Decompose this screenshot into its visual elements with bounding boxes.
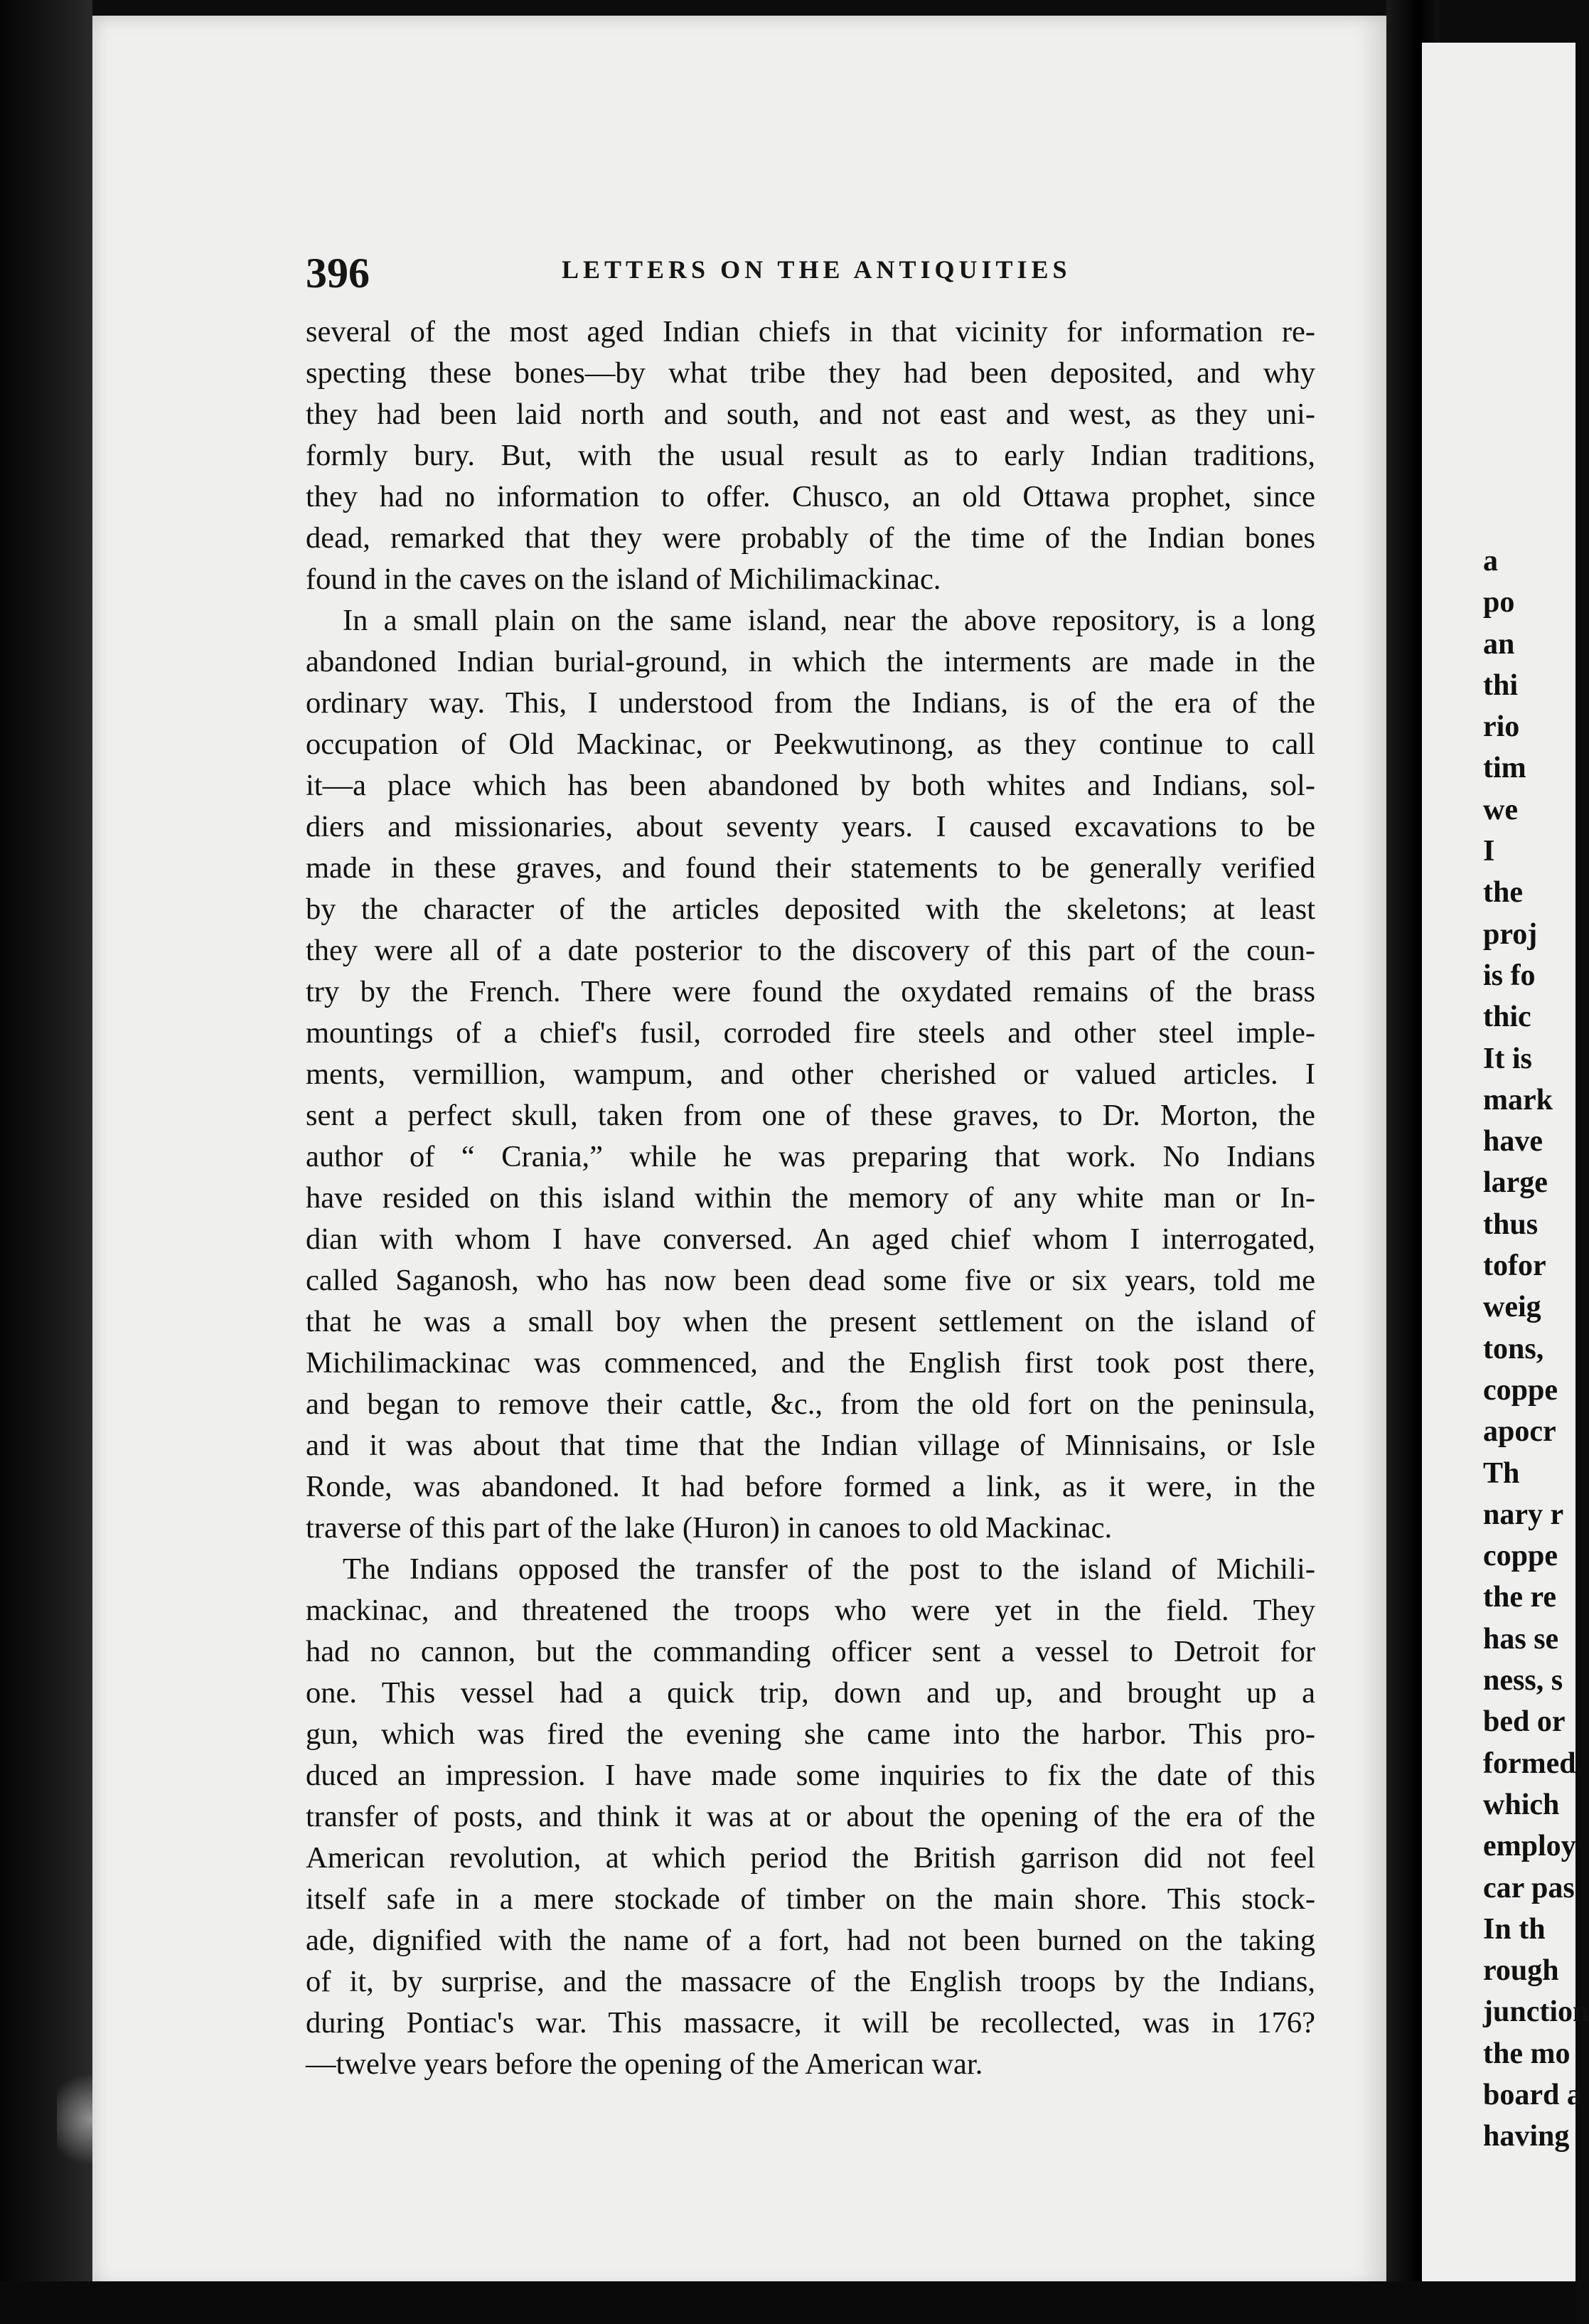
- text-line: duced an impression. I have made some inquiries to fix the date of this: [306, 1759, 1315, 1792]
- fragment-line: ness, s: [1483, 1664, 1563, 1697]
- book-binding-edge: [0, 0, 92, 2324]
- text-line: author of “ Crania,” while he was preparing that work. No Indians: [306, 1140, 1315, 1173]
- fragment-line: tons,: [1483, 1332, 1544, 1365]
- text-line: several of the most aged Indian chiefs in that vicinity for information re-: [306, 315, 1315, 348]
- text-line: abandoned Indian burial-ground, in which the interments are made in the: [306, 645, 1315, 678]
- fragment-line: a: [1483, 545, 1498, 577]
- fragment-line: tofor: [1483, 1249, 1546, 1283]
- fragment-line: large: [1483, 1166, 1548, 1200]
- text-line: and it was about that time that the Indian village of Minnisains, or Isle: [306, 1429, 1315, 1462]
- text-line: diers and missionaries, about seventy years. I caused excavations to be: [306, 810, 1315, 843]
- fragment-line: rough: [1483, 1954, 1559, 1988]
- fragment-line: I: [1483, 835, 1495, 868]
- text-line: Michilimackinac was commenced, and the English first took post there,: [306, 1346, 1315, 1380]
- paragraph-start-line: In a small plain on the same island, near the above repository, is a long: [343, 604, 1315, 637]
- fragment-line: It is: [1483, 1042, 1532, 1075]
- text-line: traverse of this part of the lake (Huron) in canoes to old Mackinac.: [306, 1511, 1113, 1545]
- text-line: formly bury. But, with the usual result as to early Indian traditions,: [306, 439, 1315, 472]
- fragment-line: junction: [1483, 1995, 1589, 2029]
- text-line: ments, vermillion, wampum, and other cherished or valued articles. I: [306, 1057, 1315, 1091]
- text-line: specting these bones—by what tribe they had been deposited, and why: [306, 356, 1315, 390]
- fragment-line: we: [1483, 793, 1518, 826]
- fragment-line: car pas: [1483, 1871, 1575, 1904]
- text-line: —twelve years before the opening of the American war.: [306, 2047, 983, 2081]
- fragment-line: has se: [1483, 1622, 1559, 1656]
- fragment-line: apocr: [1483, 1415, 1556, 1449]
- text-line: sent a perfect skull, taken from one of these graves, to Dr. Morton, the: [306, 1099, 1315, 1132]
- fragment-line: is fo: [1483, 959, 1536, 992]
- text-line: try by the French. There were found the oxydated remains of the brass: [306, 975, 1315, 1008]
- text-line: have resided on this island within the memory of any white man or In-: [306, 1181, 1315, 1215]
- text-line: by the character of the articles deposited with the skeletons; at least: [306, 892, 1315, 926]
- fragment-line: rio: [1483, 710, 1520, 744]
- fragment-line: tim: [1483, 752, 1526, 785]
- bottom-edge-shadow: [0, 2281, 1575, 2324]
- fragment-line: having: [1483, 2120, 1570, 2153]
- fragment-line: nary r: [1483, 1498, 1564, 1531]
- text-line: occupation of Old Mackinac, or Peekwutinong, as they continue to call: [306, 727, 1315, 761]
- text-line: called Saganosh, who has now been dead some five or six years, told me: [306, 1264, 1315, 1297]
- text-line: during Pontiac's war. This massacre, it will be recollected, was in 176?: [306, 2006, 1315, 2040]
- running-head: [306, 249, 1337, 297]
- fragment-line: formed: [1483, 1747, 1576, 1780]
- text-line: it—a place which has been abandoned by both whites and Indians, sol-: [306, 769, 1315, 802]
- next-page-text-fragments: [1483, 540, 1589, 2158]
- fragment-line: proj: [1483, 917, 1538, 951]
- text-line: one. This vessel had a quick trip, down and up, and brought up a: [306, 1676, 1315, 1710]
- fragment-line: weig: [1483, 1291, 1541, 1324]
- fragment-line: which: [1483, 1788, 1560, 1821]
- text-line: Ronde, was abandoned. It had before formed a link, as it were, in the: [306, 1470, 1315, 1503]
- text-line: dead, remarked that they were probably of the time of the Indian bones: [306, 521, 1315, 555]
- fragment-line: the mo: [1483, 2037, 1571, 2070]
- text-line: dian with whom I have conversed. An aged chief whom I interrogated,: [306, 1222, 1315, 1256]
- text-line: of it, by surprise, and the massacre of the English troops by the Indians,: [306, 1965, 1315, 1998]
- fragment-line: coppe: [1483, 1373, 1558, 1407]
- text-line: made in these graves, and found their statements to be generally verified: [306, 851, 1315, 885]
- running-head-title: LETTERS ON THE ANTIQUITIES: [562, 255, 1071, 284]
- text-line: mountings of a chief's fusil, corroded fire steels and other steel imple-: [306, 1016, 1315, 1050]
- fragment-line: po: [1483, 586, 1515, 619]
- fragment-line: employ: [1483, 1830, 1576, 1863]
- text-line: ade, dignified with the name of a fort, had not been burned on the taking: [306, 1924, 1315, 1957]
- fragment-line: an: [1483, 627, 1515, 661]
- fragment-line: the: [1483, 876, 1523, 910]
- text-line: gun, which was fired the evening she came into the harbor. This pro-: [306, 1717, 1315, 1751]
- fragment-line: thic: [1483, 1001, 1531, 1034]
- fragment-line: the re: [1483, 1581, 1557, 1614]
- text-line: they had no information to offer. Chusco, an old Ottawa prophet, since: [306, 480, 1315, 513]
- fragment-line: board a: [1483, 2078, 1582, 2111]
- fragment-line: bed or: [1483, 1705, 1566, 1739]
- body-text: [306, 311, 1315, 2085]
- text-line: had no cannon, but the commanding officer sent a vessel to Detroit for: [306, 1635, 1315, 1668]
- fragment-line: thus: [1483, 1208, 1539, 1241]
- text-line: that he was a small boy when the present settlement on the island of: [306, 1305, 1315, 1338]
- text-line: they were all of a date posterior to the discovery of this part of the coun-: [306, 934, 1315, 967]
- fragment-line: thi: [1483, 668, 1519, 702]
- page-number: 396: [306, 250, 370, 297]
- text-line: found in the caves on the island of Michilimackinac.: [306, 563, 941, 596]
- fragment-line: coppe: [1483, 1540, 1558, 1573]
- text-line: they had been laid north and south, and not east and west, as they uni-: [306, 398, 1315, 431]
- text-line: and began to remove their cattle, &c., from the old fort on the peninsula,: [306, 1387, 1315, 1421]
- fragment-line: have: [1483, 1125, 1543, 1158]
- text-line: mackinac, and threatened the troops who were yet in the field. They: [306, 1594, 1315, 1627]
- fragment-line: Th: [1483, 1456, 1520, 1490]
- paragraph-start-line: The Indians opposed the transfer of the post to the island of Michili-: [343, 1552, 1315, 1586]
- text-line: American revolution, at which period the British garrison did not feel: [306, 1841, 1315, 1875]
- text-line: ordinary way. This, I understood from the Indians, is of the era of the: [306, 686, 1315, 720]
- text-line: itself safe in a mere stockade of timber on the main shore. This stock-: [306, 1882, 1315, 1916]
- fragment-line: mark: [1483, 1083, 1553, 1116]
- text-line: transfer of posts, and think it was at or about the opening of the era of the: [306, 1800, 1315, 1833]
- fragment-line: In th: [1483, 1912, 1546, 1946]
